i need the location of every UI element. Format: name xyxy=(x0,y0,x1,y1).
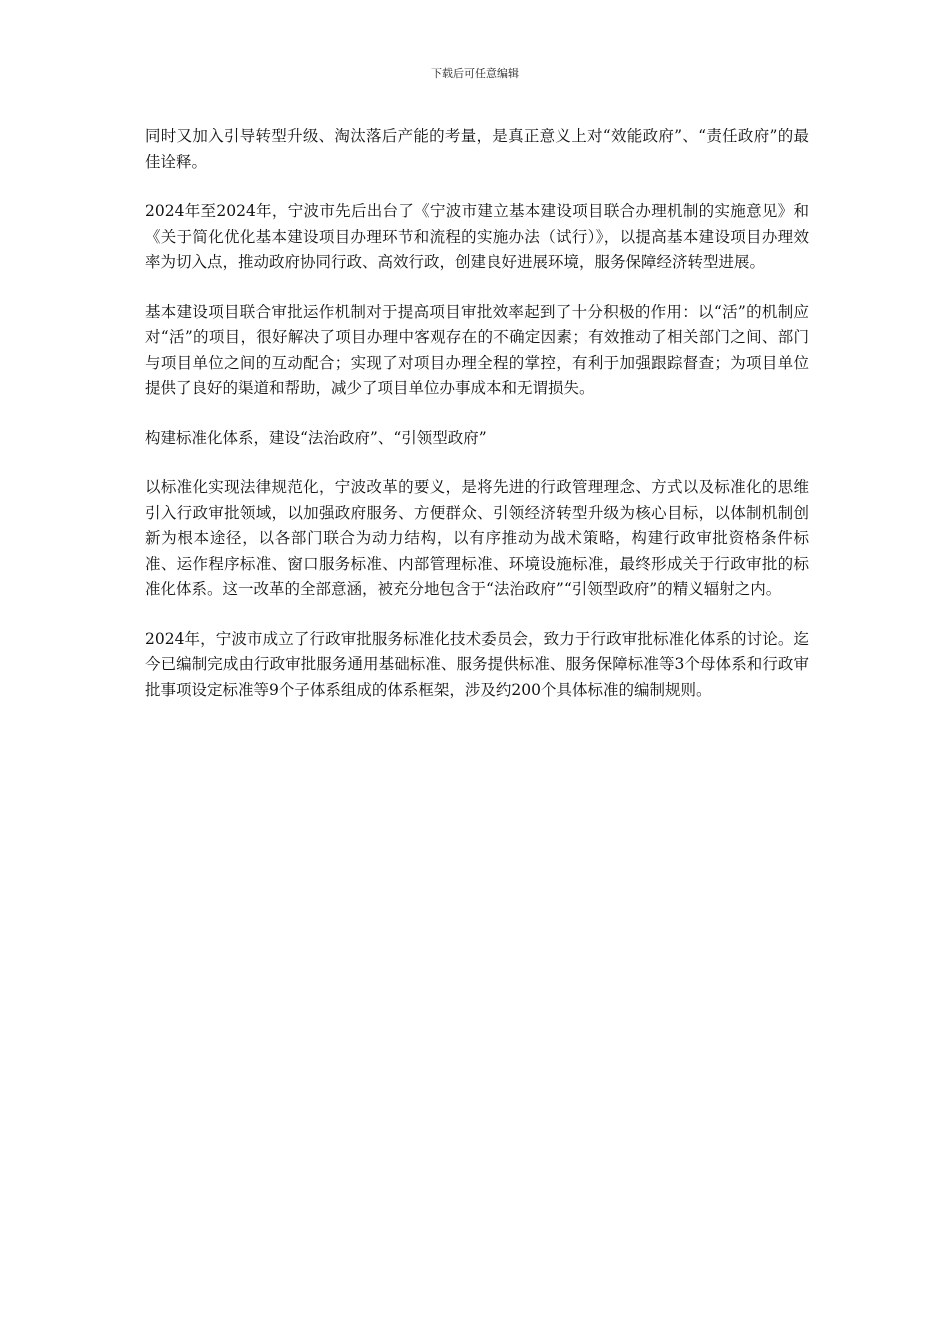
page-header: 下载后可任意编辑 xyxy=(431,67,519,80)
paragraph: 同时又加入引导转型升级、淘汰落后产能的考量，是真正意义上对“效能政府”、“责任政府”的最佳诠释。 xyxy=(145,127,809,171)
paragraph: 以标准化实现法律规范化，宁波改革的要义，是将先进的行政管理理念、方式以及标准化的思维引入行政审批领域，以加强政府服务、方便群众、引领经济转型升级为核心目标，以体制机制创新为根本途径，以各部门联合为动力结构，以有序推动为战术策略，构建行政审批资格条件标准、运作程序标准、窗口服务标准、内部管理标准、环境设施标准，最终形成关于行政审批的标准化体系。这一改革的全部意涵，被充分地包含于“法治政府”“引领型政府”的精义辐射之内。 xyxy=(145,478,809,598)
paragraph: 2024年，宁波市成立了行政审批服务标准化技术委员会，致力于行政审批标准化体系的讨论。迄今已编制完成由行政审批服务通用基础标准、服务提供标准、服务保障标准等3个母体系和行政审批事项设定标准等9个子体系组成的体系框架，涉及约200个具体标准的编制规则。 xyxy=(145,629,809,699)
document-body xyxy=(145,124,809,727)
section-heading: 构建标准化体系，建设“法治政府”、“引领型政府” xyxy=(145,428,487,447)
paragraph: 基本建设项目联合审批运作机制对于提高项目审批效率起到了十分积极的作用：以“活”的机制应对“活”的项目，很好解决了项目办理中客观存在的不确定因素；有效推动了相关部门之间、部门与项目单位之间的互动配合；实现了对项目办理全程的掌控，有利于加强跟踪督查；为项目单位提供了良好的渠道和帮助，减少了项目单位办事成本和无谓损失。 xyxy=(145,302,809,397)
paragraph: 2024年至2024年，宁波市先后出台了《宁波市建立基本建设项目联合办理机制的实施意见》和《关于简化优化基本建设项目办理环节和流程的实施办法（试行）》，以提高基本建设项目办理效率为切入点，推动政府协同行政、高效行政，创建良好进展环境，服务保障经济转型进展。 xyxy=(145,202,809,271)
